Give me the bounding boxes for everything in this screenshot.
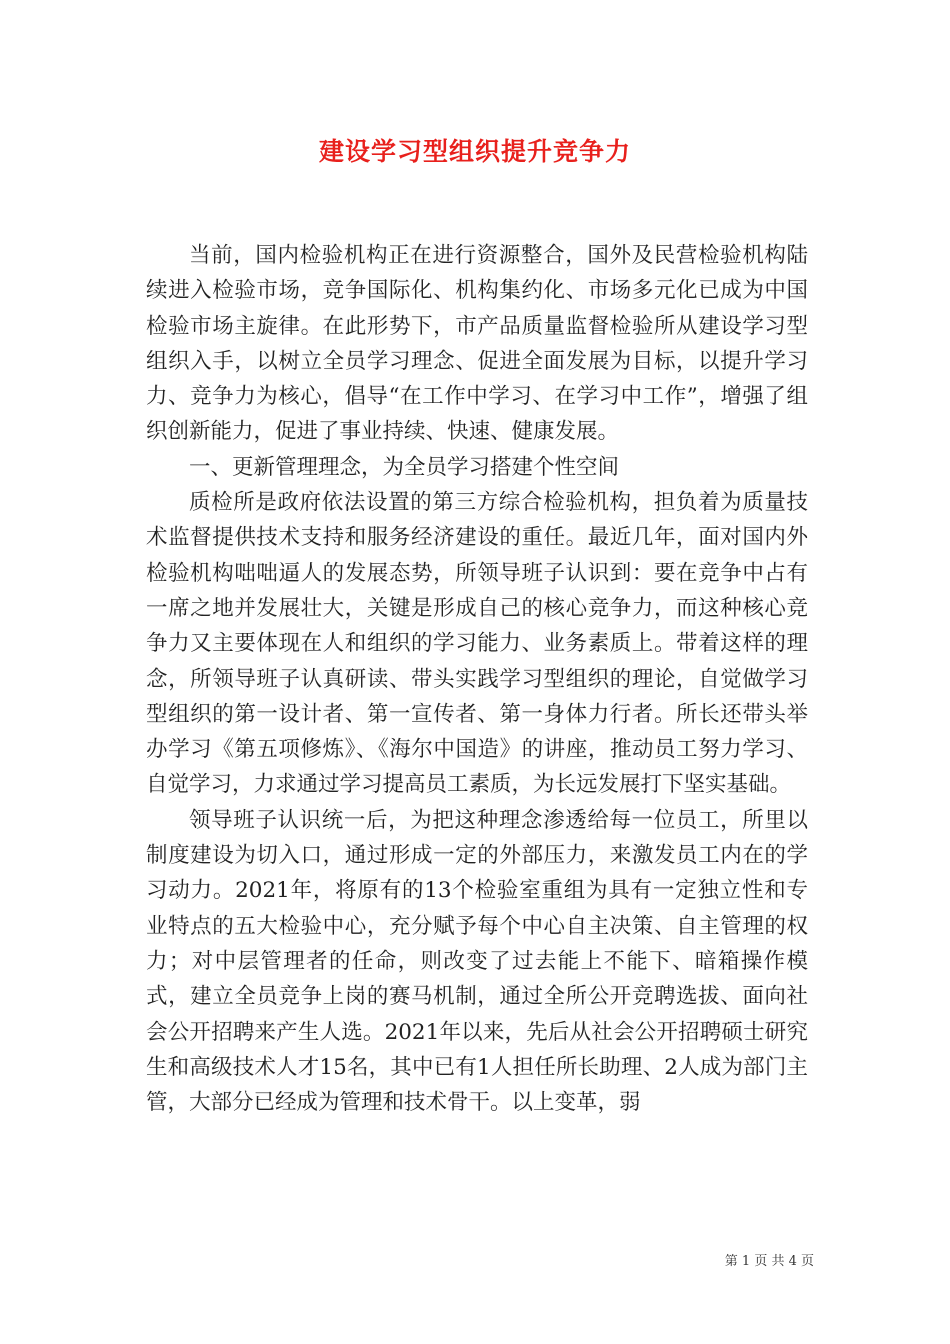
document-body bbox=[146, 238, 808, 1120]
paragraph-section-1-cont: 领导班子认识统一后，为把这种理念渗透给每一位员工，所里以制度建设为切入口，通过形成一定的外部压力，来激发员工内在的学习动力。2021年，将原有的13个检验室重组为具有一定独立性和专业特点的五大检验中心，充分赋予每个中心自主决策、自主管理的权力；对中层管理者的任命，则改变了过去能上不能下、暗箱操作模式，建立全员竞争上岗的赛马机制，通过全所公开竞聘选拔、面向社会公开招聘来产生人选。2021年以来，先后从社会公开招聘硕士研究生和高级技术人才15名，其中已有1人担任所长助理、2人成为部门主管，大部分已经成为管理和技术骨干。以上变革，弱 bbox=[146, 807, 808, 1116]
section-heading-1: 一、更新管理理念，为全员学习搭建个性空间 bbox=[189, 454, 620, 480]
paragraph-intro: 当前，国内检验机构正在进行资源整合，国外及民营检验机构陆续进入检验市场，竞争国际化、机构集约化、市场多元化已成为中国检验市场主旋律。在此形势下，市产品质量监督检验所从建设学习型组织入手，以树立全员学习理念、促进全面发展为目标，以提升学习力、竞争力为核心，倡导“在工作中学习、在学习中工作”，增强了组织创新能力，促进了事业持续、快速、健康发展。 bbox=[146, 243, 808, 445]
paragraph-section-1: 质检所是政府依法设置的第三方综合检验机构，担负着为质量技术监督提供技术支持和服务经济建设的重任。最近几年，面对国内外检验机构咄咄逼人的发展态势，所领导班子认识到：要在竞争中占有一席之地并发展壮大，关键是形成自己的核心竞争力，而这种核心竞争力又主要体现在人和组织的学习能力、业务素质上。带着这样的理念，所领导班子认真研读、带头实践学习型组织的理论，自觉做学习型组织的第一设计者、第一宣传者、第一身体力行者。所长还带头举办学习《第五项修炼》、《海尔中国造》的讲座，推动员工努力学习、自觉学习，力求通过学习提高员工素质，为长远发展打下坚实基础。 bbox=[146, 490, 808, 798]
page-number: 第 1 页 共 4 页 bbox=[724, 1254, 814, 1269]
document-title: 建设学习型组织提升竞争力 bbox=[318, 137, 631, 166]
